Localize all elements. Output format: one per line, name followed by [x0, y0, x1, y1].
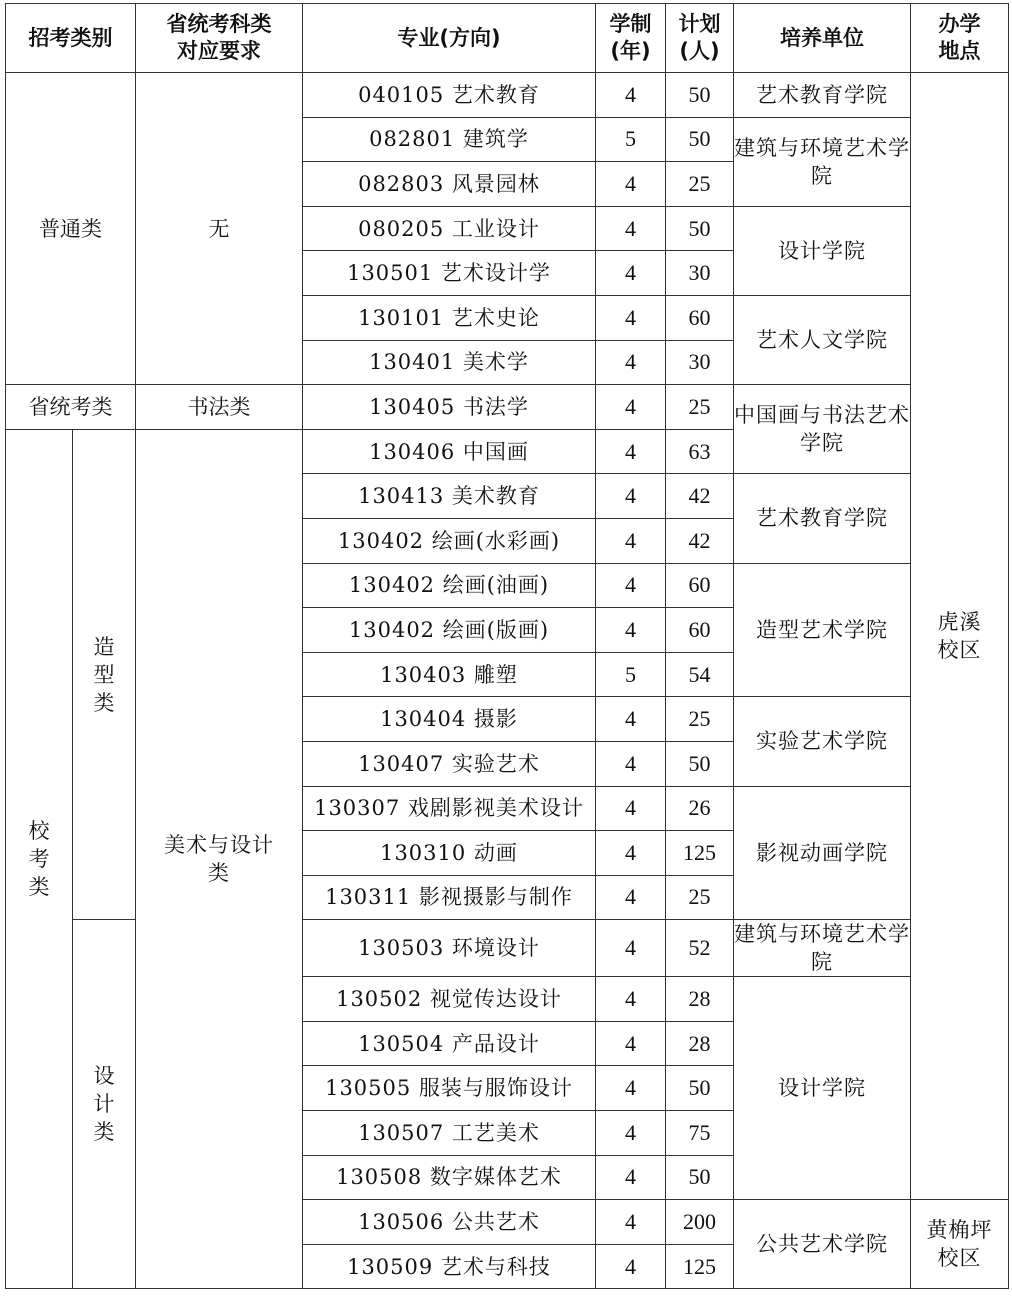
years-cell: 4 — [596, 563, 666, 608]
plan-cell: 52 — [666, 920, 734, 977]
unit-cell: 实验艺术学院 — [734, 697, 911, 786]
years-cell: 4 — [596, 1066, 666, 1111]
subgroup-modeling-label: 造型类 — [93, 634, 115, 715]
major-cell: 130405 书法学 — [303, 385, 596, 430]
major-cell: 130401 美术学 — [303, 340, 596, 385]
plan-cell: 125 — [666, 1244, 734, 1289]
major-cell: 130307 戏剧影视美术设计 — [303, 786, 596, 831]
years-cell: 4 — [596, 474, 666, 519]
plan-cell: 50 — [666, 206, 734, 251]
header-requirement-line2: 对应要求 — [177, 39, 261, 63]
table-row — [6, 385, 1009, 430]
plan-cell: 25 — [666, 162, 734, 207]
unit-cell: 设计学院 — [734, 206, 911, 295]
years-cell: 4 — [596, 518, 666, 563]
group-provincial: 省统考类 — [6, 385, 136, 430]
plan-cell: 30 — [666, 340, 734, 385]
major-cell: 130501 艺术设计学 — [303, 251, 596, 296]
years-cell: 4 — [596, 920, 666, 977]
years-cell: 4 — [596, 1244, 666, 1289]
major-cell: 082801 建筑学 — [303, 117, 596, 162]
years-cell: 4 — [596, 206, 666, 251]
unit-cell: 艺术教育学院 — [734, 474, 911, 563]
subgroup-design — [73, 920, 136, 1289]
plan-cell: 60 — [666, 608, 734, 653]
years-cell: 4 — [596, 295, 666, 340]
header-plan-line1: 计划 — [678, 12, 721, 36]
unit-cell: 建筑与环境艺术学院 — [734, 920, 911, 977]
major-cell: 130403 雕塑 — [303, 652, 596, 697]
major-cell: 130507 工艺美术 — [303, 1111, 596, 1156]
years-cell: 4 — [596, 73, 666, 118]
years-cell: 4 — [596, 1155, 666, 1200]
plan-cell: 54 — [666, 652, 734, 697]
years-cell: 4 — [596, 875, 666, 920]
admission-plan-table — [5, 3, 1009, 1289]
major-cell: 130508 数字媒体艺术 — [303, 1155, 596, 1200]
major-cell: 130413 美术教育 — [303, 474, 596, 519]
years-cell: 4 — [596, 741, 666, 786]
years-cell: 4 — [596, 977, 666, 1022]
requirement-provincial: 书法类 — [136, 385, 303, 430]
admission-plan-table-container — [5, 3, 1008, 1289]
major-cell: 130402 绘画(水彩画) — [303, 518, 596, 563]
major-cell: 130310 动画 — [303, 831, 596, 876]
plan-cell: 26 — [666, 786, 734, 831]
header-duration — [596, 4, 666, 73]
years-cell: 4 — [596, 1111, 666, 1156]
header-campus — [911, 4, 1009, 73]
plan-cell: 200 — [666, 1200, 734, 1245]
major-cell: 130101 艺术史论 — [303, 295, 596, 340]
requirement-school-label: 美术与设计类 — [164, 833, 274, 886]
header-campus-line2: 地点 — [938, 39, 981, 63]
unit-cell: 艺术人文学院 — [734, 295, 911, 384]
header-requirement — [136, 4, 303, 73]
years-cell: 4 — [596, 1021, 666, 1066]
major-cell: 130311 影视摄影与制作 — [303, 875, 596, 920]
plan-cell: 60 — [666, 563, 734, 608]
major-cell: 130402 绘画(油画) — [303, 563, 596, 608]
plan-cell: 63 — [666, 429, 734, 474]
plan-cell: 25 — [666, 697, 734, 742]
header-requirement-line1: 省统考科类 — [166, 12, 272, 36]
plan-cell: 60 — [666, 295, 734, 340]
years-cell: 4 — [596, 697, 666, 742]
plan-cell: 75 — [666, 1111, 734, 1156]
years-cell: 4 — [596, 385, 666, 430]
unit-cell: 建筑与环境艺术学院 — [734, 117, 911, 206]
requirement-general: 无 — [136, 73, 303, 385]
header-plan — [666, 4, 734, 73]
plan-cell: 42 — [666, 518, 734, 563]
group-school-label: 校考类 — [28, 819, 50, 900]
years-cell: 5 — [596, 652, 666, 697]
unit-cell: 中国画与书法艺术学院 — [734, 385, 911, 474]
group-school — [6, 429, 73, 1289]
major-cell: 080205 工业设计 — [303, 206, 596, 251]
major-cell: 130404 摄影 — [303, 697, 596, 742]
years-cell: 4 — [596, 831, 666, 876]
subgroup-modeling — [73, 429, 136, 920]
campus-huangjueping — [911, 1200, 1009, 1289]
table-row — [6, 73, 1009, 118]
campus-huangjueping-label: 黄桷坪校区 — [926, 1218, 993, 1271]
campus-huxi-label: 虎溪校区 — [937, 610, 982, 663]
major-cell: 040105 艺术教育 — [303, 73, 596, 118]
plan-cell: 125 — [666, 831, 734, 876]
header-unit: 培养单位 — [734, 4, 911, 73]
campus-huxi — [911, 73, 1009, 1200]
years-cell: 4 — [596, 608, 666, 653]
years-cell: 4 — [596, 786, 666, 831]
header-category: 招考类别 — [6, 4, 136, 73]
group-general: 普通类 — [6, 73, 136, 385]
plan-cell: 28 — [666, 1021, 734, 1066]
major-cell: 130406 中国画 — [303, 429, 596, 474]
plan-cell: 50 — [666, 1155, 734, 1200]
unit-cell: 造型艺术学院 — [734, 563, 911, 697]
plan-cell: 25 — [666, 875, 734, 920]
header-row — [6, 4, 1009, 73]
plan-cell: 50 — [666, 1066, 734, 1111]
major-cell: 130502 视觉传达设计 — [303, 977, 596, 1022]
header-plan-line2: (人) — [679, 39, 720, 63]
unit-cell: 艺术教育学院 — [734, 73, 911, 118]
header-campus-line1: 办学 — [938, 12, 981, 36]
requirement-school — [136, 429, 303, 1289]
unit-cell: 设计学院 — [734, 977, 911, 1200]
plan-cell: 50 — [666, 73, 734, 118]
years-cell: 5 — [596, 117, 666, 162]
header-duration-line1: 学制 — [609, 12, 652, 36]
header-major: 专业(方向) — [303, 4, 596, 73]
years-cell: 4 — [596, 162, 666, 207]
header-duration-line2: (年) — [610, 39, 651, 63]
major-cell: 130504 产品设计 — [303, 1021, 596, 1066]
major-cell: 082803 风景园林 — [303, 162, 596, 207]
plan-cell: 25 — [666, 385, 734, 430]
unit-cell: 影视动画学院 — [734, 786, 911, 920]
plan-cell: 42 — [666, 474, 734, 519]
major-cell: 130506 公共艺术 — [303, 1200, 596, 1245]
major-cell: 130509 艺术与科技 — [303, 1244, 596, 1289]
major-cell: 130407 实验艺术 — [303, 741, 596, 786]
major-cell: 130402 绘画(版画) — [303, 608, 596, 653]
major-cell: 130503 环境设计 — [303, 920, 596, 977]
years-cell: 4 — [596, 340, 666, 385]
years-cell: 4 — [596, 1200, 666, 1245]
plan-cell: 50 — [666, 117, 734, 162]
subgroup-design-label: 设计类 — [93, 1064, 115, 1145]
unit-cell: 公共艺术学院 — [734, 1200, 911, 1289]
major-cell: 130505 服装与服饰设计 — [303, 1066, 596, 1111]
years-cell: 4 — [596, 251, 666, 296]
years-cell: 4 — [596, 429, 666, 474]
plan-cell: 28 — [666, 977, 734, 1022]
plan-cell: 50 — [666, 741, 734, 786]
plan-cell: 30 — [666, 251, 734, 296]
